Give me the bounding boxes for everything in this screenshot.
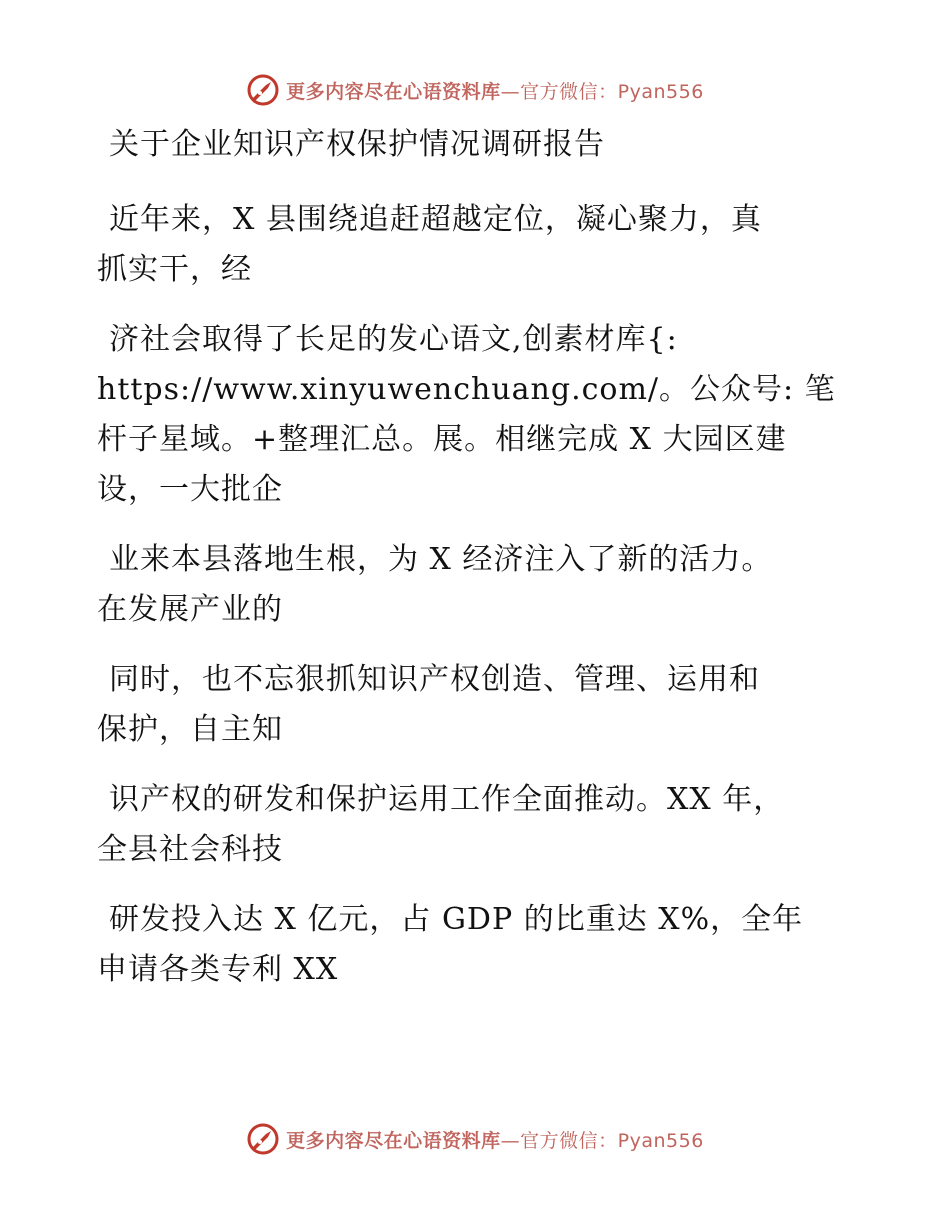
paragraph-line: 设，一大批企 bbox=[97, 472, 283, 507]
header-banner bbox=[0, 70, 950, 110]
pen-nib-logo-icon bbox=[246, 73, 280, 107]
paragraph-line: 同时，也不忘狠抓知识产权创造、管理、运用和 bbox=[109, 662, 760, 697]
banner-site-name: 更多内容尽在心语资料库 bbox=[286, 80, 501, 103]
paragraph-line: 全县社会科技 bbox=[97, 832, 283, 867]
paragraph-line: 济社会取得了长足的发心语文,创素材库{: bbox=[109, 322, 678, 357]
paragraph-line: 在发展产业的 bbox=[97, 592, 283, 627]
banner-site-name: 更多内容尽在心语资料库 bbox=[286, 1129, 501, 1152]
pen-nib-logo-icon bbox=[246, 1122, 280, 1156]
paragraph-line: 抓实干，经 bbox=[97, 252, 252, 287]
banner-text bbox=[286, 77, 704, 104]
banner-wechat: —官方微信：Pyan556 bbox=[500, 1129, 704, 1152]
paragraph-line: https://www.xinyuwenchuang.com/。公众号: 笔 bbox=[97, 372, 836, 407]
paragraph-line: 研发投入达 X 亿元，占 GDP 的比重达 X%，全年 bbox=[109, 902, 804, 937]
document-body bbox=[97, 120, 857, 995]
banner-wechat: —官方微信：Pyan556 bbox=[500, 80, 704, 103]
paragraph-line: 杆子星域。+整理汇总。展。相继完成 X 大园区建 bbox=[97, 422, 787, 457]
paragraph-line: 申请各类专利 XX bbox=[97, 952, 339, 987]
paragraph-line: 近年来，X 县围绕追赶超越定位，凝心聚力，真 bbox=[109, 202, 762, 237]
footer-banner bbox=[0, 1119, 950, 1159]
document-title: 关于企业知识产权保护情况调研报告 bbox=[109, 127, 605, 162]
paragraph-line: 业来本县落地生根，为 X 经济注入了新的活力。 bbox=[109, 542, 773, 577]
paragraph-line: 保护，自主知 bbox=[97, 712, 283, 747]
paragraph-line: 识产权的研发和保护运用工作全面推动。XX 年， bbox=[109, 782, 785, 817]
banner-text bbox=[286, 1126, 704, 1153]
